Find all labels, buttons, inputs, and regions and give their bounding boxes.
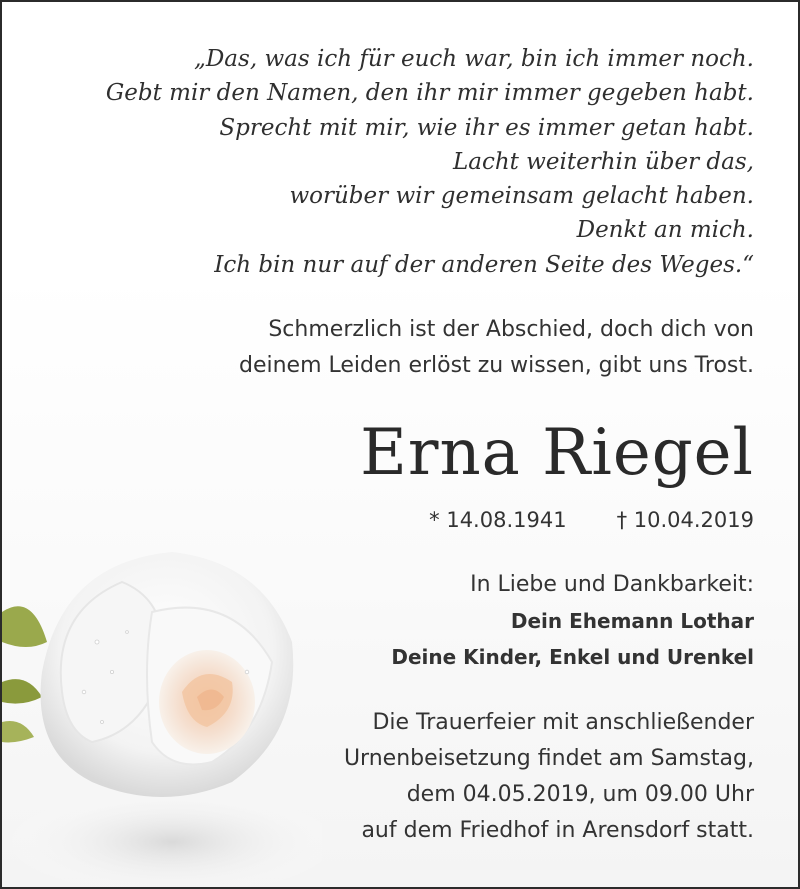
service-info	[344, 705, 754, 849]
poem	[34, 42, 754, 282]
service-line: dem 04.05.2019, um 09.00 Uhr	[406, 782, 754, 807]
white-rose-image	[2, 522, 322, 889]
poem-line: Gebt mir den Namen, den ihr mir immer gegeben habt.	[105, 80, 754, 107]
service-line: auf dem Friedhof in Arensdorf statt.	[361, 818, 754, 843]
poem-line: Denkt an mich.	[576, 217, 754, 244]
deceased-name: Erna Riegel	[360, 416, 754, 490]
birth-date: * 14.08.1941	[429, 508, 567, 532]
poem-line: „Das, was ich für euch war, bin ich immer noch.	[193, 46, 754, 72]
family-intro: In Liebe und Dankbarkeit:	[470, 572, 754, 597]
service-line: Die Trauerfeier mit anschließender	[372, 710, 754, 735]
family-others: Deine Kinder, Enkel und Urenkel	[391, 645, 754, 669]
family-spouse: Dein Ehemann Lothar	[510, 609, 754, 633]
poem-line: Sprecht mit mir, wie ihr es immer getan habt.	[219, 114, 754, 141]
comfort-line: deinem Leiden erlöst zu wissen, gibt uns Trost.	[239, 353, 754, 378]
poem-line: Lacht weiterhin über das,	[452, 148, 754, 175]
service-line: Urnenbeisetzung findet am Samstag,	[343, 746, 754, 771]
comfort-text	[239, 312, 754, 384]
comfort-line: Schmerzlich ist der Abschied, doch dich von	[268, 317, 754, 342]
family-section	[391, 567, 754, 675]
poem-line: Ich bin nur auf der anderen Seite des Weges.“	[214, 251, 754, 278]
life-dates	[429, 505, 754, 535]
poem-line: worüber wir gemeinsam gelacht haben.	[289, 183, 754, 210]
death-date: † 10.04.2019	[616, 508, 754, 532]
